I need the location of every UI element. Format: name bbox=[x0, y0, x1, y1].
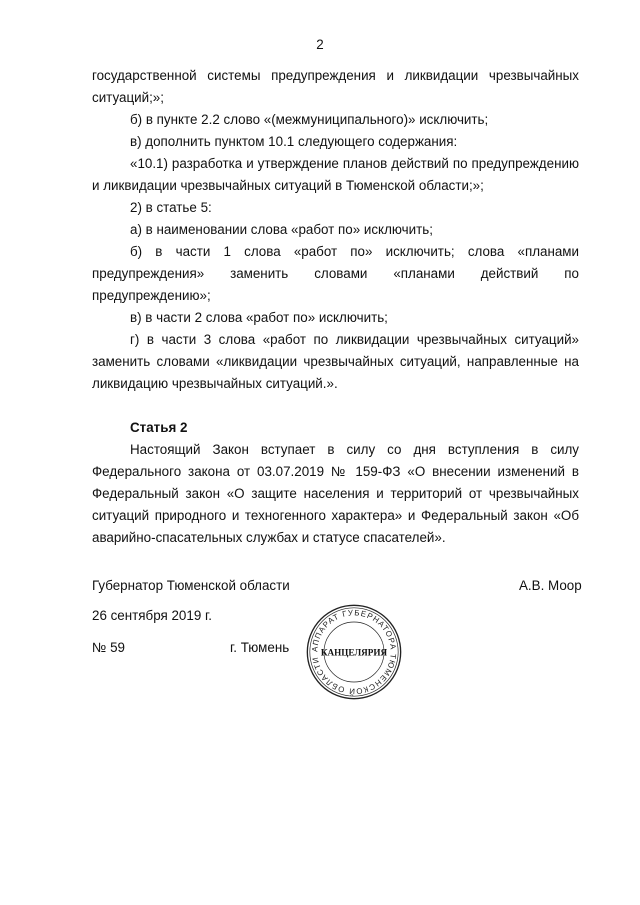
document-city: г. Тюмень bbox=[230, 640, 290, 655]
paragraph-item-a: а) в наименовании слова «работ по» исключить; bbox=[130, 222, 433, 237]
document-body bbox=[92, 65, 579, 549]
paragraph-item-b-part1: б) в части 1 слова «работ по» исключить; слова «планами предупреждения» заменить словами «планами действий по предупреждению»; bbox=[92, 244, 579, 303]
signatory-position: Губернатор Тюменской области bbox=[92, 578, 290, 593]
document-number: № 59 bbox=[92, 640, 125, 655]
paragraph-item-b: б) в пункте 2.2 слово «(межмуниципального)» исключить; bbox=[130, 112, 489, 127]
paragraph-quote-10-1: «10.1) разработка и утверждение планов действий по предупреждению и ликвидации чрезвычайных ситуаций в Тюменской области;»; bbox=[92, 156, 579, 193]
stamp-center-text: КАНЦЕЛЯРИЯ bbox=[320, 647, 388, 658]
page-number: 2 bbox=[316, 37, 324, 52]
paragraph-item-g-part3: г) в части 3 слова «работ по ликвидации чрезвычайных ситуаций» заменить словами «ликвидации чрезвычайных ситуаций, направленные на ликвидацию чрезвычайных ситуаций.». bbox=[92, 332, 579, 391]
paragraph-item-v-part2: в) в части 2 слова «работ по» исключить; bbox=[130, 310, 388, 325]
chancellery-stamp bbox=[304, 602, 404, 702]
signatory-name: А.В. Моор bbox=[519, 578, 582, 593]
document-date: 26 сентября 2019 г. bbox=[92, 608, 212, 623]
stamp-ring-text: АППАРАТ ГУБЕРНАТОРА ТЮМЕНСКОЙ ОБЛАСТИ bbox=[310, 608, 398, 696]
article-text: Настоящий Закон вступает в силу со дня вступления в силу Федерального закона от 03.07.2019 № 159-ФЗ «О внесении изменений в Федеральный закон «О защите населения и территорий от чрезвычайных ситуаций природного и техногенного характера» и Федеральный закон «Об аварийно-спасательных службах и статусе спасателей». bbox=[92, 442, 579, 545]
paragraph-item-2: 2) в статье 5: bbox=[130, 200, 212, 215]
paragraph-continuation: государственной системы предупреждения и ликвидации чрезвычайных ситуаций;»; bbox=[92, 68, 579, 105]
article-heading: Статья 2 bbox=[130, 420, 188, 435]
paragraph-item-v: в) дополнить пунктом 10.1 следующего содержания: bbox=[130, 134, 458, 149]
